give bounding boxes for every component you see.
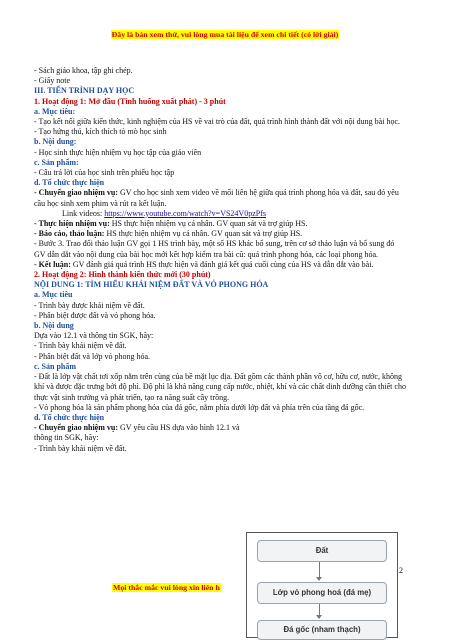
paragraph: - Trình bày khái niệm về đất. [34, 443, 127, 453]
paragraph [34, 423, 246, 443]
paragraph-text: HS thực hiện nhiệm vụ cá nhân. GV quan sát và trợ giúp HS. [109, 219, 308, 229]
paragraph: - Học sinh thực hiện nhiệm vụ học tập của giáo viên [34, 147, 202, 157]
preview-banner-text: Đây là bản xem thử, vui lòng mua tài liệu để xem chi tiết (có lời giải) [111, 30, 339, 39]
paragraph-text: GV cho học sinh xem video về mối liên hệ giữa quá trình phong hóa và đất, sau đó yêu cầu học sinh xem phim và rút ra kết luận. [34, 188, 399, 208]
bold-label: - Chuyển giao nhiệm vụ: [34, 188, 119, 198]
activity-heading: 1. Hoạt động 1: Mở đầu (Tình huống xuất phát) - 3 phút [34, 96, 226, 106]
paragraph: - Trình bày được khái niệm về đất. [34, 300, 145, 310]
arrow-down-icon [319, 562, 320, 580]
paragraph [34, 219, 406, 229]
soil-layers-diagram [246, 532, 398, 638]
video-link[interactable]: https://www.youtube.com/watch?v=VS24V0pzPfs [104, 208, 266, 218]
paragraph: - Vỏ phong hóa là sản phẩm phong hóa của đá gốc, nằm phía dưới lớp đất và phía trên của tầng đá gốc. [34, 402, 365, 412]
subheading-objective: a. Mục tiêu: [34, 106, 76, 116]
link-label: Link videos: [62, 208, 105, 218]
paragraph [34, 188, 406, 208]
material-item: - Giấy note [34, 76, 70, 86]
video-link-line [34, 209, 406, 219]
subheading-objective: a. Mục tiêu [34, 290, 73, 300]
subheading-product: c. Sản phẩm [34, 361, 77, 371]
diagram-box-weathering-crust: Lớp vỏ phong hoá (đá mẹ) [257, 582, 387, 604]
paragraph [34, 260, 406, 270]
subheading-organization: d. Tổ chức thực hiện [34, 178, 105, 188]
footer-note-text: Mọi thắc mắc vui lòng xin liên h [113, 583, 220, 592]
material-item: - Sách giáo khoa, tập ghi chép. [34, 66, 133, 75]
paragraph: Dựa vào 12.1 và thông tin SGK, hãy: [34, 331, 154, 341]
section-heading: III. TIẾN TRÌNH DẠY HỌC [34, 86, 135, 96]
diagram-box-bedrock: Đá gốc (nham thạch) [257, 620, 387, 640]
activity-heading: 2. Hoạt động 2: Hình thành kiến thức mới (30 phút) [34, 270, 211, 280]
subheading-content: b. Nội dung [34, 321, 74, 331]
paragraph: - Phân biệt được đất và vỏ phong hóa. [34, 310, 156, 320]
bold-label: - Chuyển giao nhiệm vụ: [34, 423, 119, 433]
diagram-box-soil: Đất [257, 540, 387, 562]
paragraph-text: GV yêu cầu HS dựa vào hình 12.1 và thông tin SGK, hãy: [34, 423, 240, 443]
paragraph: - Phân biệt đất và lớp vỏ phong hóa. [34, 351, 150, 361]
subheading-content: b. Nội dung: [34, 137, 77, 147]
bold-label: - Báo cáo, thảo luận: [34, 229, 105, 239]
paragraph: - Trình bày khái niệm về đất. [34, 341, 127, 351]
paragraph: - Đất là lớp vật chất tơi xốp nằm trên cùng của bề mặt lục địa. Đất gồm các thành phần vô cơ, hữu cơ, nước, không khí và được đặc trưng bởi độ phì. Độ phì là khả năng cung cấp nước, nhiệt, khí và các chất dinh dưỡng cần thiết cho thực vật sinh trưởng và phát triển, tạo ra năng suất cây trồng. [34, 372, 406, 402]
paragraph-text: HS thực hiện nhiệm vụ cá nhân. GV quan sát và trợ giúp HS. [104, 229, 303, 239]
arrow-down-icon [319, 604, 320, 618]
paragraph: - Bước 3. Trao đổi thảo luận GV gọi 1 HS trình bày, một số HS khác bổ sung, trên cơ sở thảo luận và bổ sung đó GV dẫn dắt vào nội dung của bài học mới kết hợp kiểm tra bài cũ: quá trình phong hóa, các loại phong hóa. [34, 239, 395, 259]
preview-banner [0, 24, 450, 42]
paragraph: - Tạo hứng thú, kích thích tò mò học sinh [34, 127, 167, 137]
footer-note [112, 577, 221, 595]
lesson-content [34, 66, 406, 454]
paragraph: - Câu trả lời của học sinh trên phiếu học tập [34, 168, 175, 178]
subheading-product: c. Sản phẩm: [34, 157, 79, 167]
page-number: 2 [399, 566, 403, 575]
bold-label: - Thực hiện nhiệm vụ: [34, 219, 110, 229]
paragraph: - Tạo kết nối giữa kiến thức, kinh nghiệm của HS về vai trò của đất, quá trình hình thành đất với nội dung bài học. [34, 117, 401, 127]
subheading-organization: d. Tổ chức thực hiện [34, 412, 105, 422]
paragraph [34, 229, 406, 239]
content-heading: NỘI DUNG 1: TÌM HIỂU KHÁI NIỆM ĐẤT VÀ VỎ PHONG HÓA [34, 280, 269, 290]
bold-label: - Kết luận: [34, 259, 71, 269]
paragraph-text: GV đánh giá quá trình HS thực hiện và đánh giá kết quả cuối cùng của HS và dẫn dắt vào bài. [70, 259, 374, 269]
